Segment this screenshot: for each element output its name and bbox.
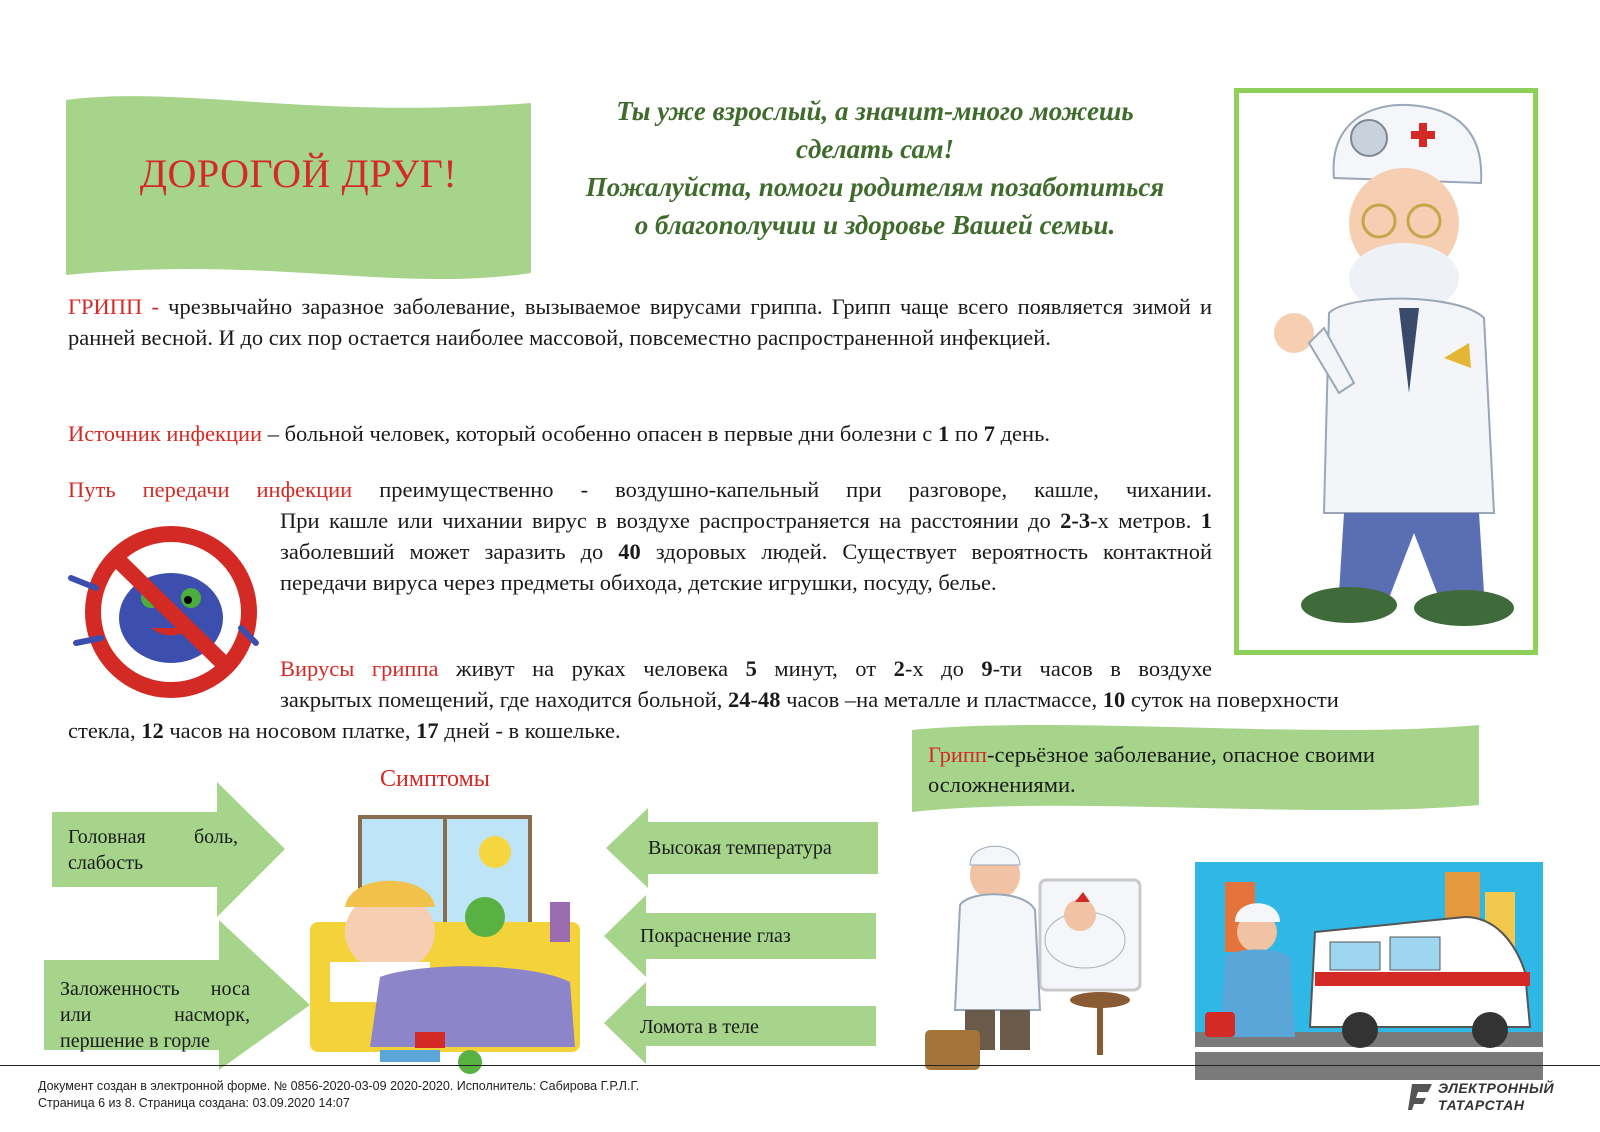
intro-line: о благополучии и здоровье Вашей семьи.	[634, 210, 1116, 240]
viruses-number: 5	[745, 656, 757, 681]
viruses-text: минут, от	[756, 656, 894, 681]
intro-line: Ты уже взрослый, а значит-много можешь	[616, 96, 1134, 126]
flu-text: чрезвычайно заразное заболевание, вызываемое вирусами гриппа. Грипп чаще всего появляется зимой и ранней весной. И до сих пор остается наиболее массовой, повсеместно распространенной инфекцией.	[68, 294, 1212, 350]
symptom-headache: Головная боль, слабость	[68, 826, 238, 874]
viruses-number: 17	[416, 718, 439, 743]
footer-line: Документ создан в электронной форме. № 0856-2020-03-09 2020-2020. Исполнитель: Сабирова Г.Р.Л.Г.	[38, 1079, 640, 1093]
logo-emblem-icon	[1408, 1080, 1436, 1114]
source-text: день.	[994, 421, 1050, 446]
route-text: здоровых людей. Существует вероятность контактной передачи вируса через предметы обихода, детские игрушки, посуду, белье.	[280, 539, 1212, 595]
sick-child-illustration	[310, 812, 600, 1077]
symptom-high-fever: Высокая температура	[648, 837, 832, 859]
viruses-text: живут на руках человека	[438, 656, 746, 681]
transmission-route	[68, 474, 1212, 505]
footer-document-info	[38, 1078, 639, 1112]
logo-wordmark	[1438, 1080, 1554, 1114]
source-day-to: 7	[983, 421, 995, 446]
viruses-text: стекла,	[68, 718, 142, 743]
route-text: -х метров.	[1090, 508, 1201, 533]
route-text: При кашле или чихании вирус в воздухе распространяется на расстоянии до	[280, 508, 1061, 533]
symptoms-title: Симптомы	[380, 766, 490, 792]
viruses-text: -х до	[904, 656, 982, 681]
viruses-number: 12	[141, 718, 164, 743]
symptom-nasal-congestion: Заложенность носа или насморк, першение в горле	[60, 978, 250, 1052]
virus-survival-line1	[280, 653, 1212, 684]
viruses-text: часов на носовом платке,	[163, 718, 417, 743]
doctor-illustration-frame	[1234, 88, 1538, 655]
source-day-from: 1	[937, 421, 950, 446]
intro-line: Пожалуйста, помоги родителям позаботиться	[585, 172, 1165, 202]
doctor-visit-illustration	[925, 830, 1150, 1075]
route-term: Путь передачи инфекции	[68, 477, 353, 502]
route-distance: 2-3	[1060, 508, 1091, 533]
route-text: заболевший может заразить до	[280, 539, 619, 564]
viruses-number: 2	[893, 656, 905, 681]
intro-line: сделать сам!	[796, 134, 954, 164]
virus-prohibited-icon	[66, 518, 261, 706]
symptom-red-eyes: Покраснение глаз	[640, 925, 791, 947]
source-text: – больной человек, который особенно опасен в первые дни болезни с	[262, 421, 938, 446]
viruses-text: часов –на металле и пластмассе,	[780, 687, 1103, 712]
route-one: 1	[1200, 508, 1213, 533]
transmission-details	[280, 505, 1212, 598]
logo-line: ЭЛЕКТРОННЫЙ	[1438, 1080, 1555, 1096]
ambulance-illustration	[1195, 862, 1543, 1080]
logo-line: ТАТАРСТАН	[1438, 1097, 1525, 1113]
flu-term: ГРИПП -	[68, 294, 159, 319]
route-text: преимущественно - воздушно-капельный при разговоре, кашле, чихании.	[352, 477, 1212, 502]
viruses-number: 9	[981, 656, 993, 681]
route-forty: 40	[618, 539, 641, 564]
page-title: ДОРОГОЙ ДРУГ!	[139, 151, 458, 196]
viruses-text: -	[750, 687, 758, 712]
viruses-number: 10	[1102, 687, 1126, 712]
viruses-text: суток на поверхности	[1125, 687, 1339, 712]
flu-definition	[68, 291, 1212, 353]
symptom-body-ache: Ломота в теле	[640, 1016, 759, 1038]
viruses-term: Вирусы гриппа	[280, 656, 439, 681]
viruses-number: 48	[758, 687, 781, 712]
doctor-illustration	[1239, 93, 1533, 650]
viruses-text: закрытых помещений, где находится больной,	[280, 687, 728, 712]
viruses-number: 24	[728, 687, 751, 712]
warning-text	[928, 740, 1468, 800]
source-term: Источник инфекции	[68, 421, 263, 446]
viruses-text: дней - в кошельке.	[438, 718, 621, 743]
viruses-text: -ти часов в воздухе	[992, 656, 1212, 681]
intro-text	[540, 92, 1210, 244]
electronic-tatarstan-logo	[1408, 1080, 1563, 1118]
virus-survival-line2	[280, 684, 1545, 715]
warning-body: -серьёзное заболевание, опасное своими осложнениями.	[928, 742, 1375, 797]
source-text: по	[949, 421, 984, 446]
infection-source	[68, 418, 1218, 449]
footer-line: Страница 6 из 8. Страница создана: 03.09.2020 14:07	[38, 1096, 350, 1110]
warning-term: Грипп	[928, 742, 987, 767]
footer-divider	[0, 1065, 1600, 1066]
